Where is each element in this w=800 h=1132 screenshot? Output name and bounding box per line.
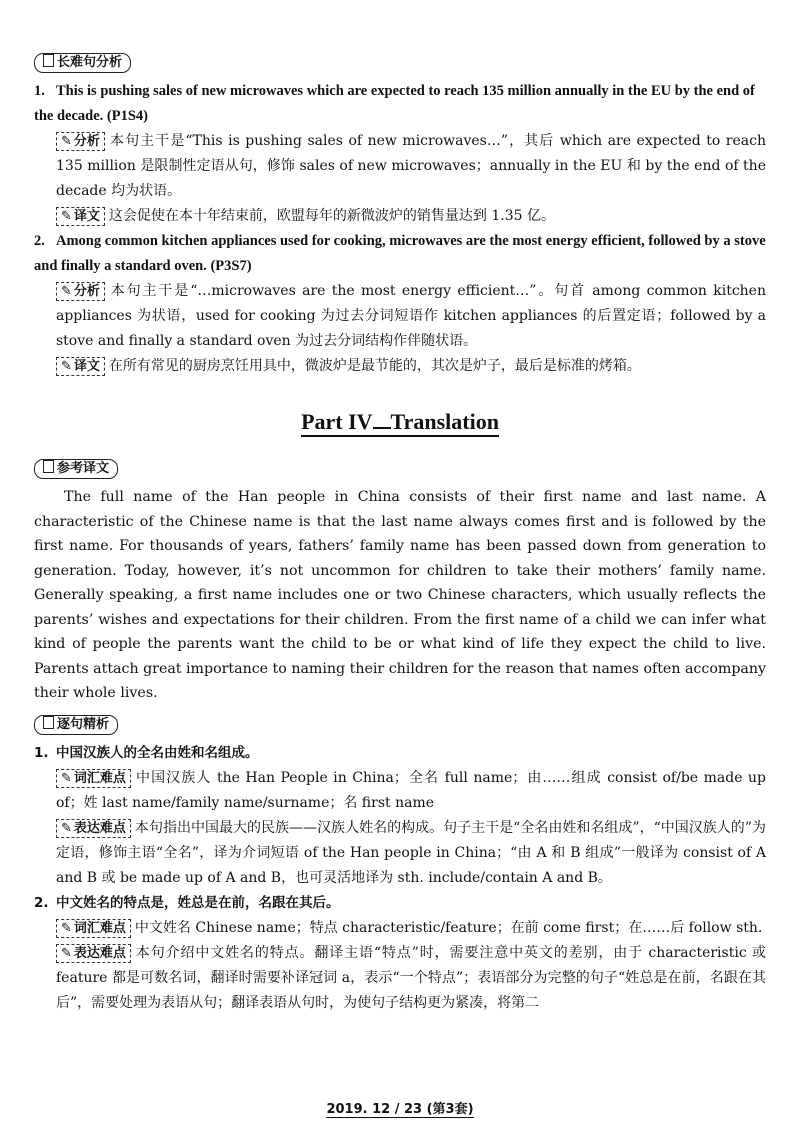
expression-label: ✎ 表达难点 bbox=[56, 944, 131, 963]
translation-block: ✎ 译文 这会促使在本十年结束前，欧盟每年的新微波炉的销售量达到 1.35 亿。 bbox=[34, 204, 766, 229]
pen-icon: ✎ bbox=[61, 359, 72, 374]
vocab-block: ✎ 词汇难点 中文姓名 Chinese name；特点 characteristic/feature；在前 come first；在……后 follow sth. bbox=[34, 916, 766, 941]
analysis-block: ✎ 分析 本句主干是“This is pushing sales of new microwaves…”，其后 which are expected to reach 135 million 是限制性定语从句，修饰 sales of new microwaves；annually in the EU 和 by the end of the decade 均为状语。 bbox=[56, 133, 766, 199]
pen-icon: ✎ bbox=[61, 284, 72, 299]
long-sentence-item-2 bbox=[34, 229, 766, 379]
box-icon bbox=[43, 54, 54, 67]
item-sentence: 2. Among common kitchen appliances used for cooking, microwaves are the most energy efficient, followed by a stove and finally a standard oven. (P3S7) bbox=[34, 233, 766, 274]
pen-icon: ✎ bbox=[61, 770, 72, 786]
item-sentence: 2. 中文姓名的特点是，姓总是在前，名跟在其后。 bbox=[34, 894, 340, 911]
pen-icon: ✎ bbox=[61, 920, 72, 936]
item-sentence: 1. This is pushing sales of new microwaves which are expected to reach 135 million annually in the EU by the end of the decade. (P1S4) bbox=[34, 83, 755, 124]
translation-label: ✎ 译文 bbox=[56, 207, 105, 226]
sentence-analysis-item-1 bbox=[34, 741, 766, 891]
pen-icon: ✎ bbox=[61, 134, 72, 149]
section-tag-reference-translation: 参考译文 bbox=[34, 459, 118, 479]
section-tag-long-sentences: 长难句分析 bbox=[34, 53, 131, 73]
page-footer: 2019. 12 / 23 (第3套) bbox=[326, 1102, 474, 1117]
vocab-block: ✎ 词汇难点 中国汉族人 the Han People in China；全名 full name；由……组成 consist of/be made up of；姓 last name/family name/surname；名 first name bbox=[56, 769, 766, 811]
analysis-block: ✎ 分析 本句主干是“…microwaves are the most energy efficient…”。句首 among common kitchen appliances 为状语，used for cooking 为过去分词短语作 kitchen appliances 的后置定语；followed by a stove and finally a standard oven 为过去分词结构作伴随状语。 bbox=[56, 283, 766, 349]
translation-block: ✎ 译文 在所有常见的厨房烹饪用具中，微波炉是最节能的，其次是炉子，最后是标准的烤箱。 bbox=[34, 354, 766, 379]
analysis-label: ✎ 分析 bbox=[56, 132, 105, 151]
part-title: Part IV Translation bbox=[34, 409, 766, 434]
reference-translation-text: The full name of the Han people in China consists of their first name and last name. A characteristic of the Chinese name is that the last name always comes first and is followed by the first name. For thousands of years, fathers’ family name has been passed down from generation to generation. Today, however, it’s not uncommon for children to take their mothers’ family name. Generally speaking, a first name includes one or two Chinese characters, which usually reflects the parents’ wishes and expectations for their children. From the first name of a child we can infer what kind of people the parents want the child to be or what kind of life they expect the child to live. Parents attach great importance to naming their children for the reason that names often accompany their whole lives. bbox=[34, 489, 767, 701]
item-sentence: 1. 中国汉族人的全名由姓和名组成。 bbox=[34, 744, 259, 761]
section-tag-sentence-analysis: 逐句精析 bbox=[34, 715, 118, 735]
translation-label: ✎ 译文 bbox=[56, 357, 105, 376]
box-icon bbox=[43, 716, 54, 729]
long-sentence-item-1 bbox=[34, 79, 766, 229]
expression-block: ✎ 表达难点 本句指出中国最大的民族——汉族人姓名的构成。句子主干是“全名由姓和名组成”，“中国汉族人的”为定语，修饰主语“全名”，译为介词短语 of the Han people in China；“由 A 和 B 组成”一般译为 consist of A and B 或 be made up of A and B，也可灵活地译为 sth. include/contain A and B。 bbox=[56, 819, 766, 886]
vocab-label: ✎ 词汇难点 bbox=[56, 769, 131, 788]
pen-icon: ✎ bbox=[61, 820, 72, 836]
vocab-label: ✎ 词汇难点 bbox=[56, 919, 131, 938]
pen-icon: ✎ bbox=[61, 945, 72, 961]
expression-label: ✎ 表达难点 bbox=[56, 819, 131, 838]
page-content bbox=[34, 50, 766, 1016]
analysis-label: ✎ 分析 bbox=[56, 282, 105, 301]
sentence-analysis-item-2 bbox=[34, 891, 766, 1016]
box-icon bbox=[43, 460, 54, 473]
pen-icon: ✎ bbox=[61, 209, 72, 224]
expression-block: ✎ 表达难点 本句介绍中文姓名的特点。翻译主语“特点”时，需要注意中英文的差别，由于 characteristic 或 feature 都是可数名词，翻译时需要补译冠词 a，表示“一个特点”；表语部分为完整的句子“姓总是在前，名跟在其后”，需要处理为表语从句；翻译表语从句时，为使句子结构更为紧凑，将第二 bbox=[56, 944, 766, 1011]
